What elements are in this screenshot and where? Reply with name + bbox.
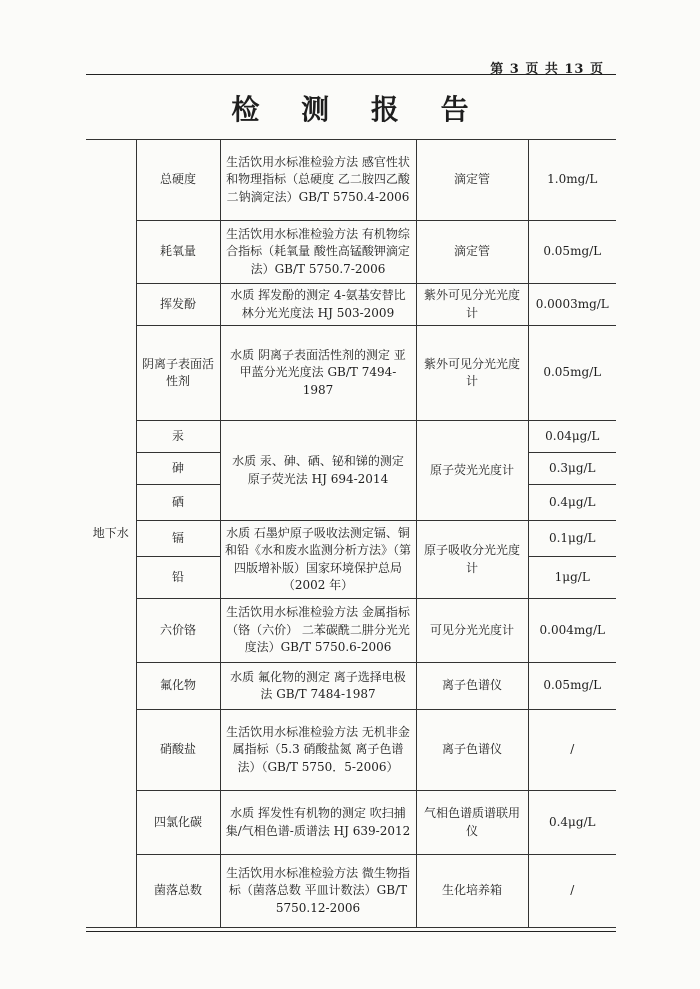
instrument: 离子色谱仪 (416, 710, 528, 791)
page-number: 第 3 页 共 13 页 (490, 62, 604, 77)
method-standard: 水质 挥发性有机物的测定 吹扫捕集/气相色谱-质谱法 HJ 639-2012 (220, 791, 416, 855)
instrument: 原子荧光光度计 (416, 421, 528, 521)
table-row (86, 663, 616, 710)
instrument: 气相色谱质谱联用仪 (416, 791, 528, 855)
item-name: 阴离子表面活性剂 (136, 326, 220, 421)
detection-limit: 0.05mg/L (528, 663, 616, 710)
table-row (86, 140, 616, 221)
item-name: 硒 (136, 485, 220, 521)
item-name: 砷 (136, 453, 220, 485)
item-name: 总硬度 (136, 140, 220, 221)
method-standard: 水质 汞、砷、硒、铋和锑的测定 原子荧光法 HJ 694-2014 (220, 421, 416, 521)
footer-rule (86, 931, 616, 932)
instrument: 滴定管 (416, 221, 528, 284)
method-standard: 水质 阴离子表面活性剂的测定 亚甲蓝分光光度法 GB/T 7494-1987 (220, 326, 416, 421)
table-row (86, 855, 616, 928)
table-row (86, 710, 616, 791)
detection-limit: 0.004mg/L (528, 599, 616, 663)
item-name: 镉 (136, 521, 220, 557)
item-name: 六价铬 (136, 599, 220, 663)
instrument: 紫外可见分光光度计 (416, 326, 528, 421)
instrument: 可见分光光度计 (416, 599, 528, 663)
instrument: 离子色谱仪 (416, 663, 528, 710)
table-row (86, 421, 616, 453)
item-name: 耗氧量 (136, 221, 220, 284)
detection-limit: / (528, 710, 616, 791)
method-standard: 生活饮用水标准检验方法 微生物指标（菌落总数 平皿计数法）GB/T 5750.12-2006 (220, 855, 416, 928)
detection-limit: 0.04μg/L (528, 421, 616, 453)
detection-limit: 0.05mg/L (528, 326, 616, 421)
detection-limit: 0.0003mg/L (528, 284, 616, 326)
sample-category: 地下水 (86, 140, 136, 928)
instrument: 生化培养箱 (416, 855, 528, 928)
seal-edge (686, 455, 700, 575)
detection-limit: 0.05mg/L (528, 221, 616, 284)
item-name: 汞 (136, 421, 220, 453)
table-row (86, 326, 616, 421)
detection-limit: 1.0mg/L (528, 140, 616, 221)
detection-limit: 0.1μg/L (528, 521, 616, 557)
item-name: 铅 (136, 557, 220, 599)
method-standard: 水质 挥发酚的测定 4-氨基安替比林分光光度法 HJ 503-2009 (220, 284, 416, 326)
method-standard: 生活饮用水标准检验方法 金属指标（铬（六价） 二苯碳酰二肼分光光度法）GB/T 5750.6-2006 (220, 599, 416, 663)
item-name: 菌落总数 (136, 855, 220, 928)
method-standard: 水质 氟化物的测定 离子选择电极法 GB/T 7484-1987 (220, 663, 416, 710)
instrument: 原子吸收分光光度计 (416, 521, 528, 599)
item-name: 硝酸盐 (136, 710, 220, 791)
item-name: 四氯化碳 (136, 791, 220, 855)
instrument: 滴定管 (416, 140, 528, 221)
detection-limit: / (528, 855, 616, 928)
item-name: 挥发酚 (136, 284, 220, 326)
instrument: 紫外可见分光光度计 (416, 284, 528, 326)
method-standard: 生活饮用水标准检验方法 有机物综合指标（耗氧量 酸性高锰酸钾滴定法）GB/T 5750.7-2006 (220, 221, 416, 284)
method-standard: 水质 石墨炉原子吸收法测定镉、铜和铅《水和废水监测分析方法》（第四版增补版）国家环境保护总局（2002 年） (220, 521, 416, 599)
detection-limit: 0.4μg/L (528, 791, 616, 855)
table-row (86, 221, 616, 284)
table-row (86, 791, 616, 855)
table-row (86, 284, 616, 326)
header-rule (86, 74, 616, 75)
report-title: 检 测 报 告 (231, 93, 485, 126)
detection-limit: 0.4μg/L (528, 485, 616, 521)
detection-limit: 0.3μg/L (528, 453, 616, 485)
method-standard: 生活饮用水标准检验方法 感官性状和物理指标（总硬度 乙二胺四乙酸二钠滴定法）GB/T 5750.4-2006 (220, 140, 416, 221)
detection-limit: 1μg/L (528, 557, 616, 599)
item-name: 氟化物 (136, 663, 220, 710)
test-method-table (86, 139, 616, 928)
table-row (86, 599, 616, 663)
method-standard: 生活饮用水标准检验方法 无机非金属指标（5.3 硝酸盐氮 离子色谱法）（GB/T 5750．5-2006） (220, 710, 416, 791)
table-row (86, 521, 616, 557)
